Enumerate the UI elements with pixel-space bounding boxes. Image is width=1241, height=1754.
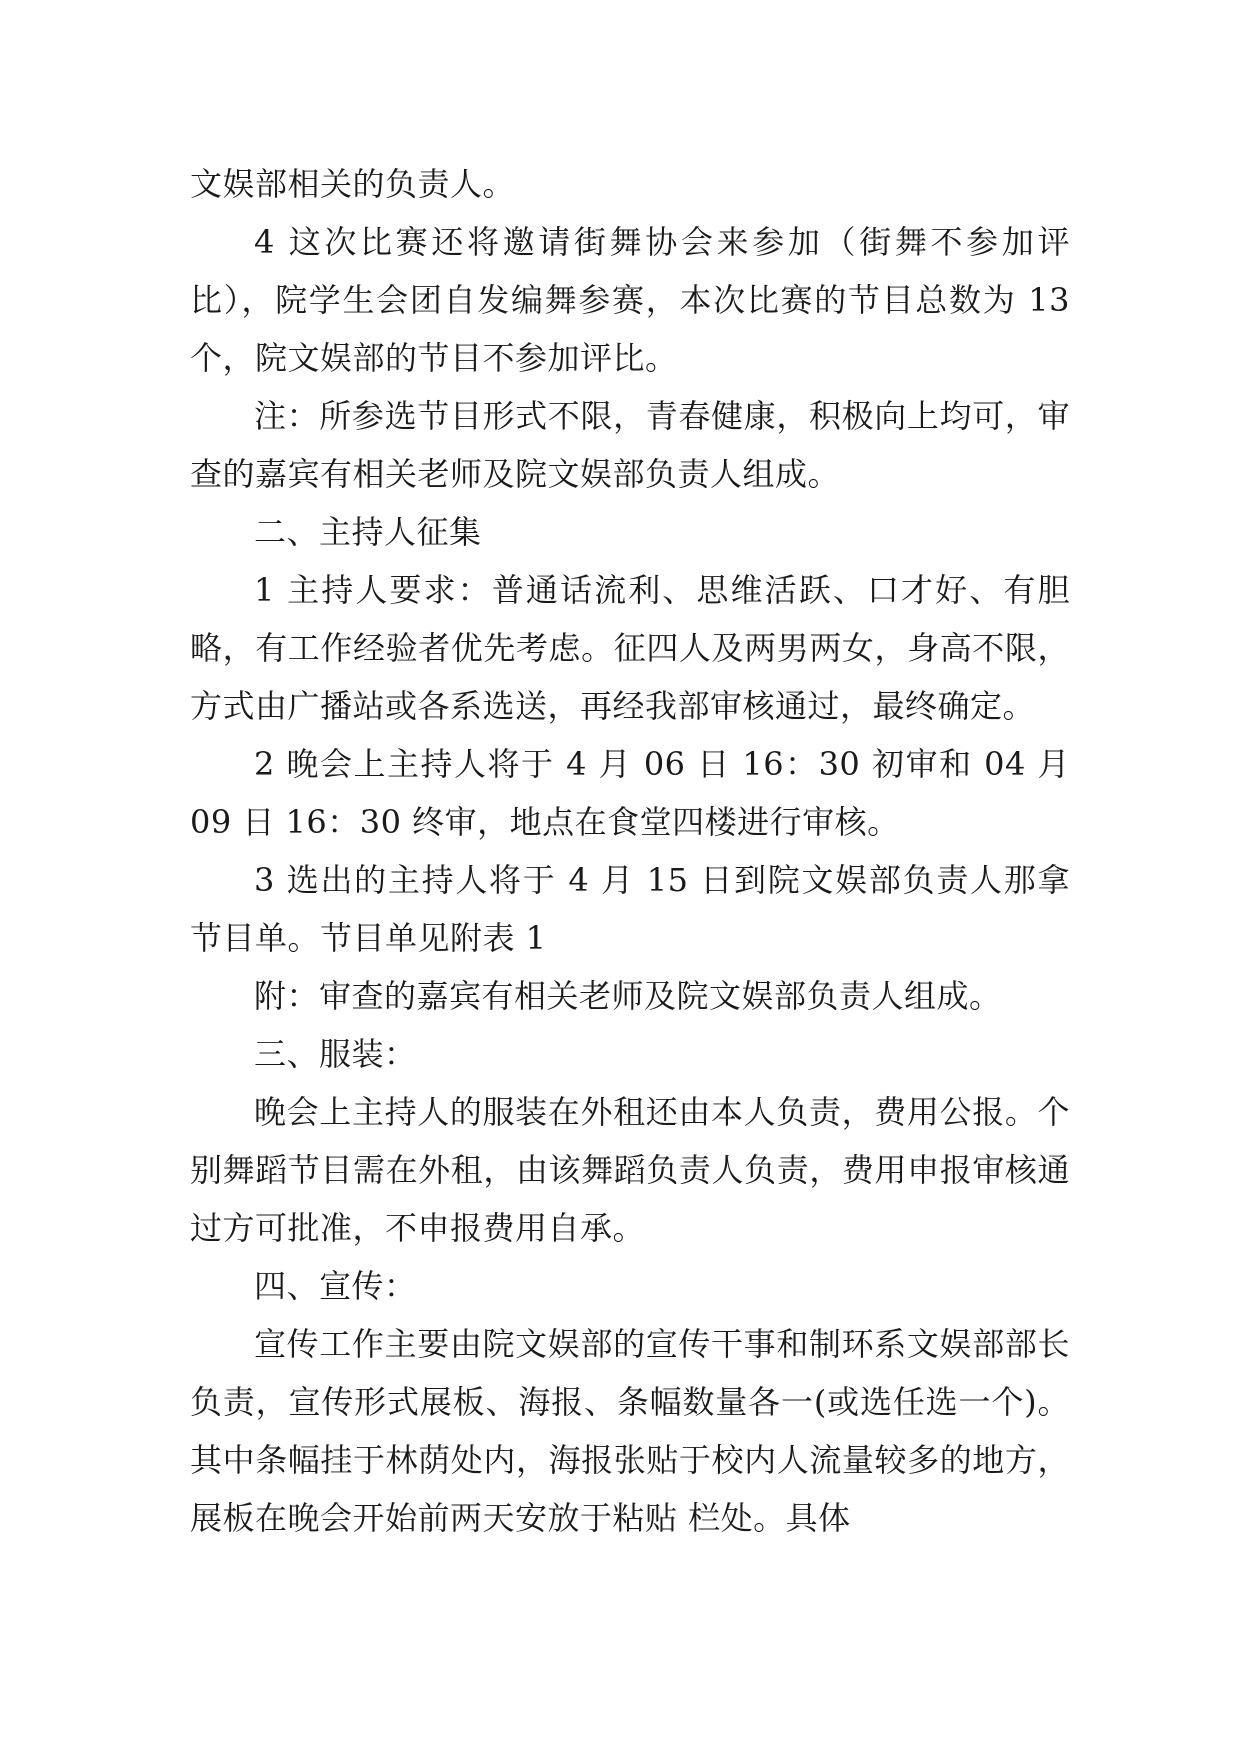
- document-body: [190, 155, 1070, 1547]
- paragraph: 宣传工作主要由院文娱部的宣传干事和制环系文娱部部长负责，宣传形式展板、海报、条幅数量各一(或选任选一个)。其中条幅挂于林荫处内，海报张贴于校内人流量较多的地方，展板在晚会开始前两天安放于粘贴 栏处。具体: [190, 1325, 1070, 1537]
- paragraph: 4 这次比赛还将邀请街舞协会来参加（街舞不参加评比），院学生会团自发编舞参赛，本次比赛的节目总数为 13 个，院文娱部的节目不参加评比。: [190, 223, 1070, 377]
- paragraph: 1 主持人要求：普通话流利、思维活跃、口才好、有胆略，有工作经验者优先考虑。征四人及两男两女，身高不限，方式由广播站或各系选送，再经我部审核通过，最终确定。: [190, 571, 1070, 725]
- paragraph: 3 选出的主持人将于 4 月 15 日到院文娱部负责人那拿节目单。节目单见附表 1: [190, 861, 1070, 957]
- section-heading: 三、服装：: [254, 1035, 417, 1073]
- paragraph: 注：所参选节目形式不限，青春健康，积极向上均可，审查的嘉宾有相关老师及院文娱部负责人组成。: [190, 397, 1070, 493]
- paragraph: 文娱部相关的负责人。: [190, 165, 516, 203]
- paragraph: 附：审查的嘉宾有相关老师及院文娱部负责人组成。: [254, 977, 1002, 1015]
- paragraph: 2 晚会上主持人将于 4 月 06 日 16：30 初审和 04 月 09 日 16：30 终审，地点在食堂四楼进行审核。: [190, 745, 1070, 841]
- paragraph: 晚会上主持人的服装在外租还由本人负责，费用公报。个别舞蹈节目需在外租，由该舞蹈负责人负责，费用申报审核通过方可批准，不申报费用自承。: [190, 1093, 1070, 1247]
- section-heading: 四、宣传：: [254, 1267, 417, 1305]
- section-heading: 二、主持人征集: [254, 513, 482, 551]
